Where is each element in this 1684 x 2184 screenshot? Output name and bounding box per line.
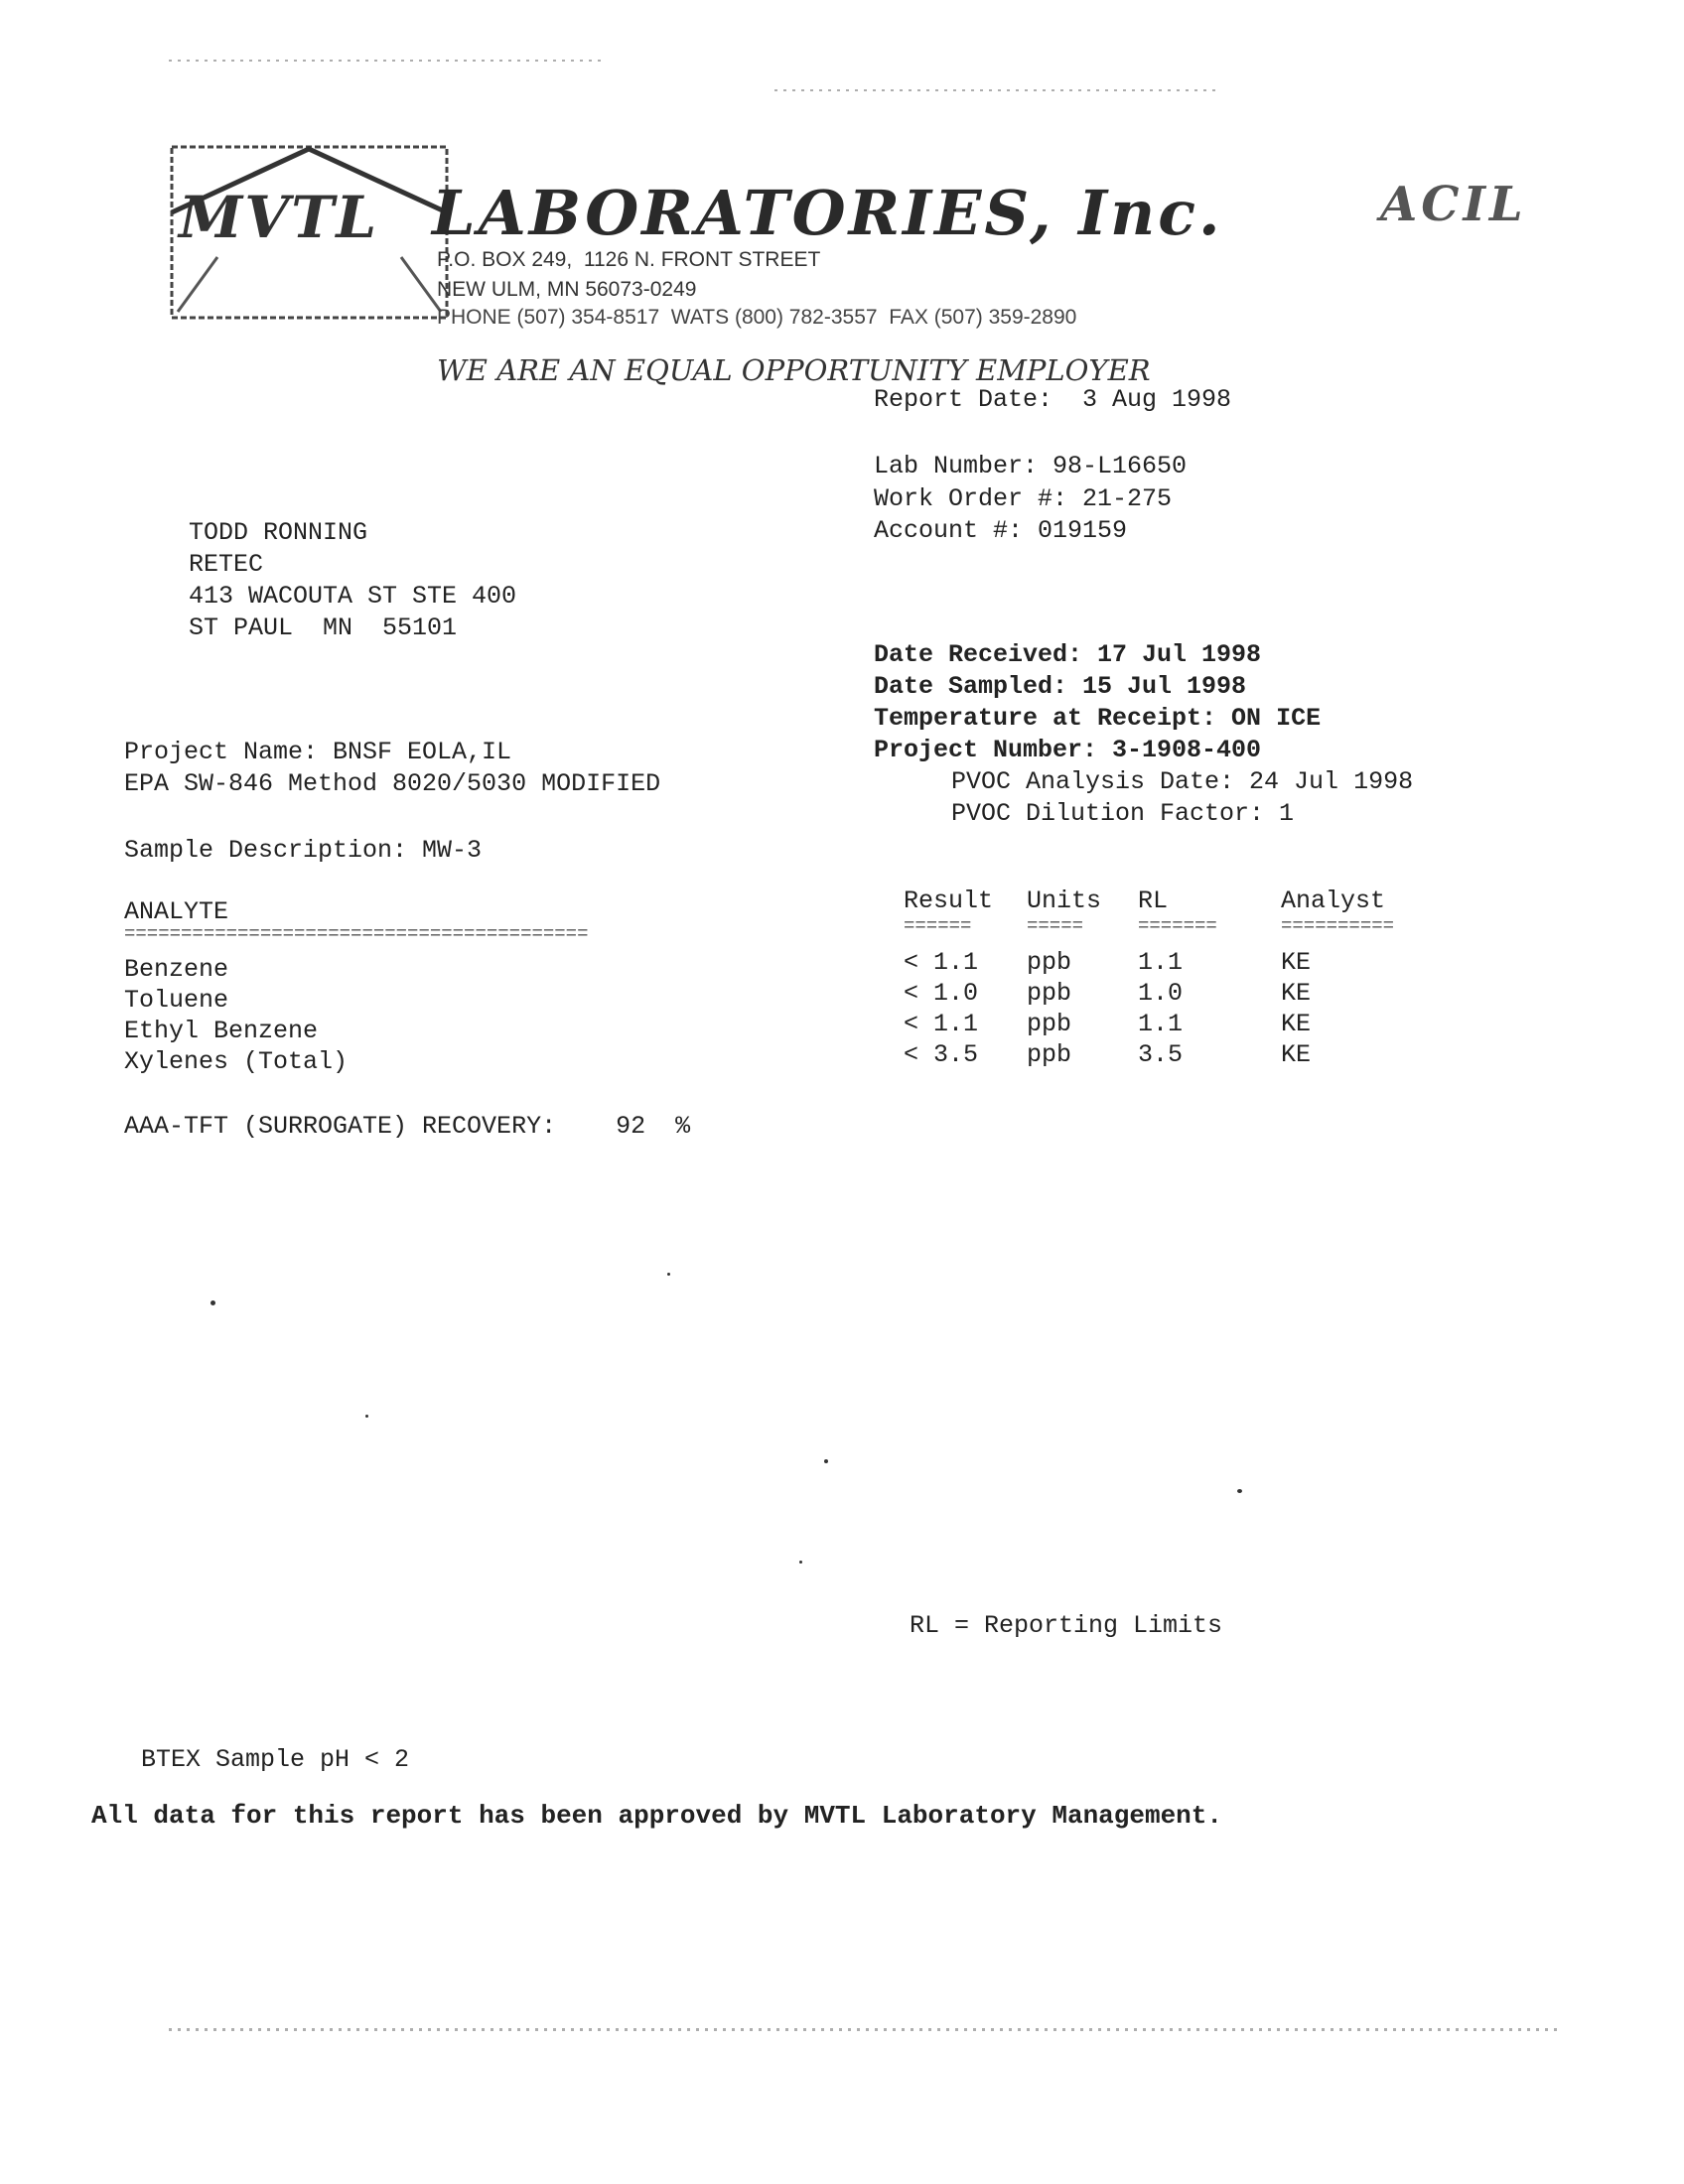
header-rl: RL (1138, 887, 1169, 915)
account-number: Account #: 019159 (874, 516, 1128, 545)
work-order: Work Order #: 21-275 (874, 484, 1173, 513)
client-street: 413 WACOUTA ST STE 400 (189, 582, 517, 611)
surrogate-recovery: AAA-TFT (SURROGATE) RECOVERY: 92 % (124, 1112, 691, 1141)
analyte-name: Benzene (124, 955, 229, 984)
lab-number: Lab Number: 98-L16650 (874, 452, 1188, 480)
client-name: TODD RONNING (189, 518, 368, 547)
date-received: Date Received: 17 Jul 1998 (874, 640, 1262, 669)
approval-statement: All data for this report has been approved by MVTL Laboratory Management. (91, 1801, 1222, 1831)
units-value: ppb (1027, 948, 1072, 977)
scan-speck (1237, 1489, 1242, 1493)
analyte-name: Ethyl Benzene (124, 1017, 319, 1045)
pvoc-analysis-date: PVOC Analysis Date: 24 Jul 1998 (951, 767, 1414, 796)
scan-speck (365, 1415, 368, 1418)
client-company: RETEC (189, 550, 264, 579)
client-city: ST PAUL MN 55101 (189, 614, 458, 642)
table-header-row (904, 887, 1450, 915)
temperature-at-receipt: Temperature at Receipt: ON ICE (874, 704, 1322, 733)
logo-text: MVTL (179, 184, 379, 251)
table-header-rules: ====== ===== ======= ========== (904, 915, 1395, 937)
header-result: Result (904, 887, 994, 915)
analyst-value: KE (1281, 948, 1312, 977)
sample-description: Sample Description: MW-3 (124, 836, 483, 865)
rl-note: RL = Reporting Limits (910, 1611, 1223, 1640)
company-address-2: NEW ULM, MN 56073-0249 (437, 278, 697, 301)
analyst-value: KE (1281, 979, 1312, 1008)
scan-noise-line (169, 2028, 1559, 2031)
units-value: ppb (1027, 1040, 1072, 1069)
analyst-value: KE (1281, 1010, 1312, 1038)
result-value: < 3.5 (904, 1040, 979, 1069)
rl-value: 1.0 (1138, 979, 1184, 1008)
rl-value: 1.1 (1138, 948, 1184, 977)
report-date: Report Date: 3 Aug 1998 (874, 385, 1232, 414)
rl-value: 3.5 (1138, 1040, 1184, 1069)
units-value: ppb (1027, 979, 1072, 1008)
analyte-name: Xylenes (Total) (124, 1047, 349, 1076)
ph-note: BTEX Sample pH < 2 (141, 1745, 410, 1774)
company-name: LABORATORIES, Inc. (432, 177, 1223, 249)
accreditation-logo: ACIL (1380, 177, 1527, 232)
analyst-value: KE (1281, 1040, 1312, 1069)
scan-speck (210, 1300, 215, 1305)
header-units: Units (1027, 887, 1102, 915)
project-number: Project Number: 3-1908-400 (874, 736, 1262, 764)
eeo-statement: WE ARE AN EQUAL OPPORTUNITY EMPLOYER (437, 353, 1151, 387)
pvoc-dilution-factor: PVOC Dilution Factor: 1 (951, 799, 1295, 828)
project-name: Project Name: BNSF EOLA,IL (124, 738, 512, 766)
rl-value: 1.1 (1138, 1010, 1184, 1038)
company-address-1: P.O. BOX 249, 1126 N. FRONT STREET (437, 248, 821, 271)
scan-speck (667, 1273, 670, 1276)
analyte-rule: ========================================= (124, 923, 589, 945)
method: EPA SW-846 Method 8020/5030 MODIFIED (124, 769, 661, 798)
company-phone: PHONE (507) 354-8517 WATS (800) 782-3557 FAX (507) 359-2890 (437, 306, 1077, 329)
result-value: < 1.0 (904, 979, 979, 1008)
header-analyst: Analyst (1281, 887, 1386, 915)
units-value: ppb (1027, 1010, 1072, 1038)
result-value: < 1.1 (904, 948, 979, 977)
scan-noise-line (169, 60, 606, 62)
logo (129, 124, 412, 303)
analyte-header: ANALYTE (124, 897, 229, 926)
scan-speck (824, 1459, 828, 1463)
scan-noise-line (774, 89, 1221, 91)
date-sampled: Date Sampled: 15 Jul 1998 (874, 672, 1247, 701)
analyte-name: Toluene (124, 986, 229, 1015)
scan-speck (799, 1561, 802, 1564)
result-value: < 1.1 (904, 1010, 979, 1038)
